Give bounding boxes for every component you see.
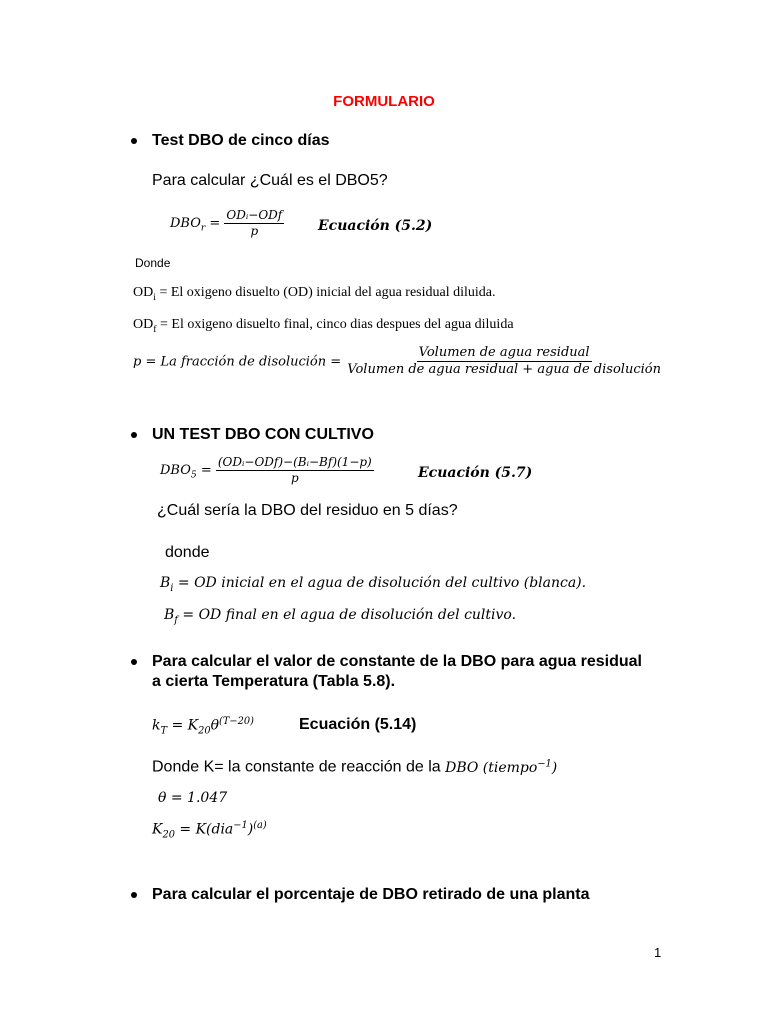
equation-label-5-14: Ecuación (5.14) xyxy=(299,716,417,733)
question-dbo5: Para calcular ¿Cuál es el DBO5? xyxy=(152,172,388,189)
p-definition: p = La fracción de disolución = $\frac{\text{Volumen de agua residual}}{\text{Volumen de agua residual + agua de disolución}}$ xyxy=(133,345,661,378)
bullet-icon xyxy=(131,892,137,898)
equation-5-14: $k_T = K_{20}\theta^{(T-20)}$ xyxy=(152,716,254,737)
k20-definition: $K_{20} = K(dia^{-1})^{(a)}$ xyxy=(152,820,267,841)
equation-lhs: $DBO_5$ xyxy=(160,463,197,481)
donde-label: Donde xyxy=(135,256,171,270)
equation-5-7: $DBO_5$ = $\frac{\text{(ODᵢ−ODf)−(Bᵢ−Bf)(1−p)}}{p}$ xyxy=(160,455,372,485)
bullet-icon xyxy=(131,138,137,144)
section-heading-porcentaje: Para calcular el porcentaje de DBO retirado de una planta xyxy=(152,886,590,903)
bf-definition: $B_f$ = OD final en el agua de disolución del cultivo. xyxy=(164,607,517,626)
section-heading-test-dbo: Test DBO de cinco días xyxy=(152,132,330,149)
section-heading-constante: Para calcular el valor de constante de la DBO para agua residual a cierta Temperatura (Tabla 5.8). xyxy=(152,653,642,690)
odf-definition: $OD_f = El$ oxigeno disuelto final, cinco dias despues del agua diluida xyxy=(133,317,514,335)
equation-label-5-7: Ecuación (5.7) xyxy=(418,465,533,481)
document-title: FORMULARIO xyxy=(333,93,435,110)
bi-definition: $B_i$ = OD inicial en el agua de disolución del cultivo (blanca). xyxy=(160,575,587,594)
equation-fraction: $\frac{\text{ODᵢ−ODf}}{p}$ xyxy=(226,208,283,238)
equation-fraction: $\frac{\text{(ODᵢ−ODf)−(Bᵢ−Bf)(1−p)}}{p}$ xyxy=(217,455,372,485)
k-definition: Donde K= la constante de reacción de la DBO (tiempo$^{-1}$) xyxy=(152,758,558,776)
donde-label: donde xyxy=(165,544,210,561)
section-heading-cultivo: UN TEST DBO CON CULTIVO xyxy=(152,426,374,443)
bullet-icon xyxy=(131,432,137,438)
equation-label-5-2: Ecuación (5.2) xyxy=(318,218,433,234)
p-fraction: $\frac{\text{Volumen de agua residual}}{\text{Volumen de agua residual + agua de disolución}}$ xyxy=(347,345,661,378)
theta-value: θ = 1.047 xyxy=(158,790,228,806)
equation-lhs: $DBO_r$ xyxy=(170,216,206,234)
question-dbo-residuo: ¿Cuál sería la DBO del residuo en 5 días? xyxy=(157,502,458,519)
page-number: 1 xyxy=(654,945,662,960)
equation-5-2: $DBO_r$ = $\frac{\text{ODᵢ−ODf}}{p}$ xyxy=(170,208,283,238)
odi-definition: $OD_i = El$ oxigeno disuelto (OD) inicial del agua residual diluida. xyxy=(133,285,496,303)
bullet-icon xyxy=(131,659,137,665)
